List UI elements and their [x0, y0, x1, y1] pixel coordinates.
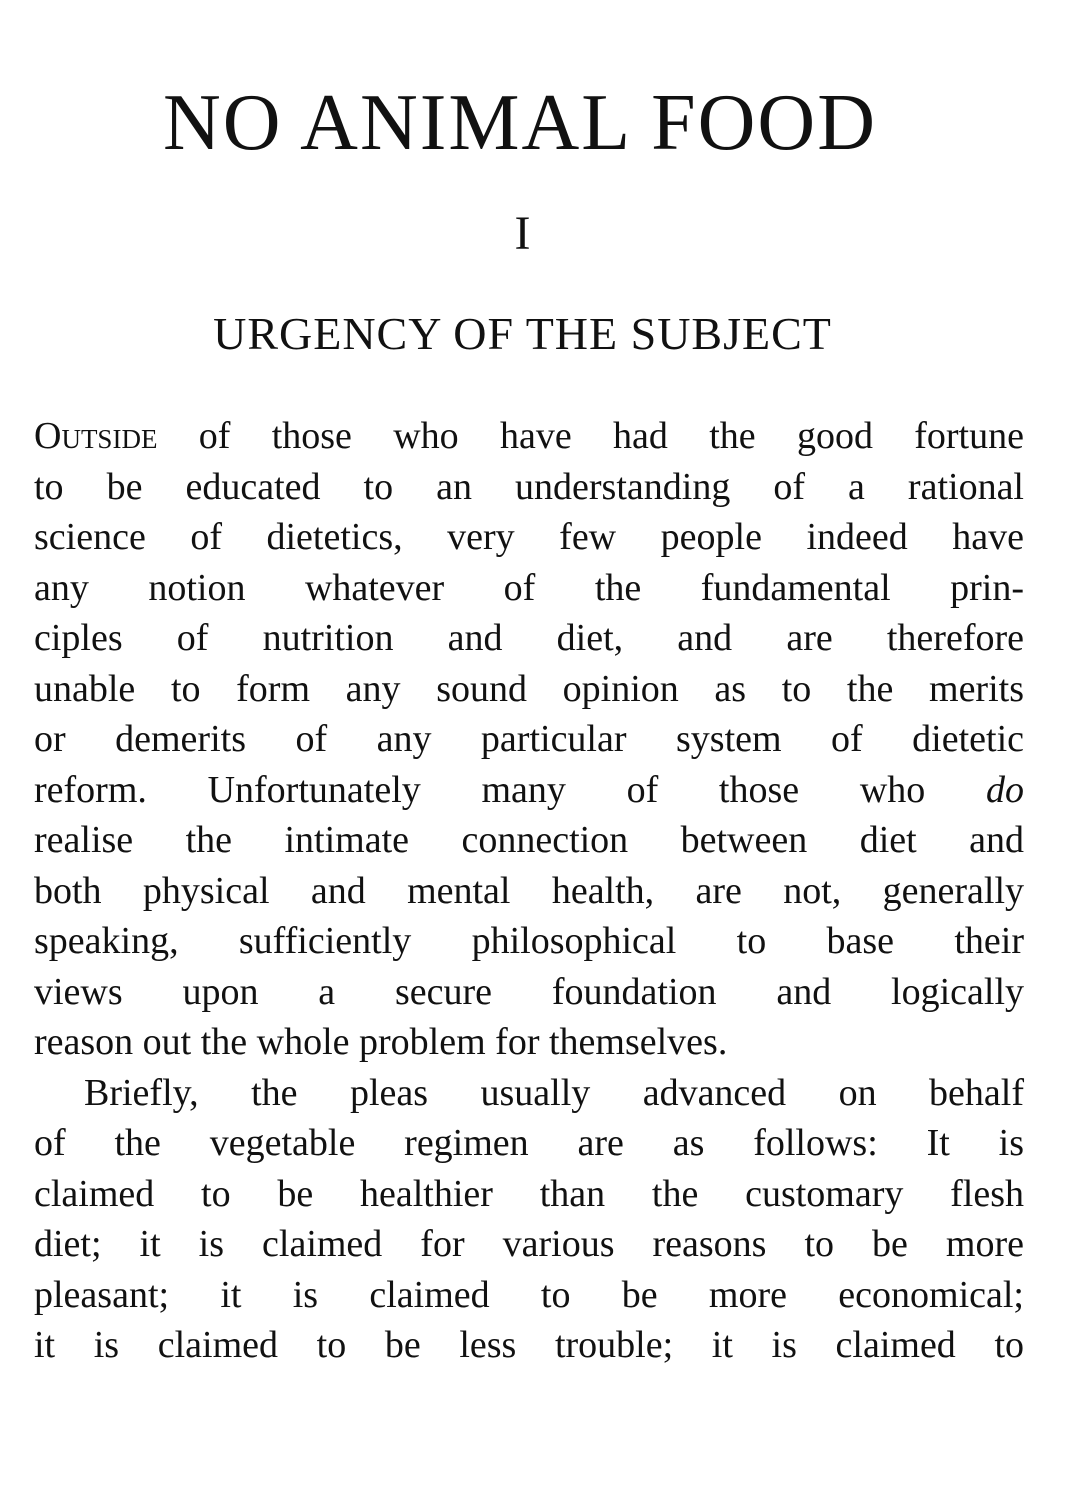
- text-line: [34, 411, 1024, 462]
- text-line: science of dietetics, very few people indeed have: [34, 516, 1024, 558]
- text-line: ciples of nutrition and diet, and are therefore: [34, 617, 1024, 659]
- text-line: to be educated to an understanding of a rational: [34, 465, 1024, 508]
- text-line: any notion whatever of the fundamental prin-: [34, 566, 1024, 609]
- text-line: Briefly, the pleas usually advanced on behalf: [84, 1071, 1024, 1114]
- text-line: [34, 765, 1024, 816]
- text-line: views upon a secure foundation and logically: [34, 970, 1024, 1013]
- book-title: NO ANIMAL FOOD: [163, 79, 877, 167]
- chapter-title: URGENCY OF THE SUBJECT: [213, 308, 832, 359]
- text-line: pleasant; it is claimed to be more economical;: [34, 1273, 1024, 1316]
- text-line: claimed to be healthier than the customary flesh: [34, 1172, 1024, 1215]
- chapter-number: I: [514, 207, 531, 260]
- paragraph-1: [34, 411, 1024, 1068]
- text-line-content: reform. Unfortunately many of those who: [34, 768, 986, 811]
- text-line: it is claimed to be less trouble; it is claimed to: [34, 1324, 1024, 1366]
- text-line: reason out the whole problem for themselves.: [34, 1021, 728, 1063]
- italic-word: do: [986, 768, 1024, 811]
- text-line: realise the intimate connection between diet and: [34, 819, 1024, 861]
- text-line: of the vegetable regimen are as follows: It is: [34, 1122, 1024, 1164]
- text-line: speaking, sufficiently philosophical to base their: [34, 920, 1024, 962]
- text-line: or demerits of any particular system of dietetic: [34, 718, 1024, 760]
- text-line: both physical and mental health, are not, generally: [34, 869, 1024, 912]
- text-line: diet; it is claimed for various reasons to be more: [34, 1223, 1024, 1265]
- body-text: [34, 411, 1024, 1371]
- text-line-content: of those who have had the good fortune: [157, 415, 1024, 457]
- opening-word: Outside: [34, 415, 158, 457]
- paragraph-2: [34, 1068, 1024, 1371]
- text-line: unable to form any sound opinion as to the merits: [34, 667, 1024, 710]
